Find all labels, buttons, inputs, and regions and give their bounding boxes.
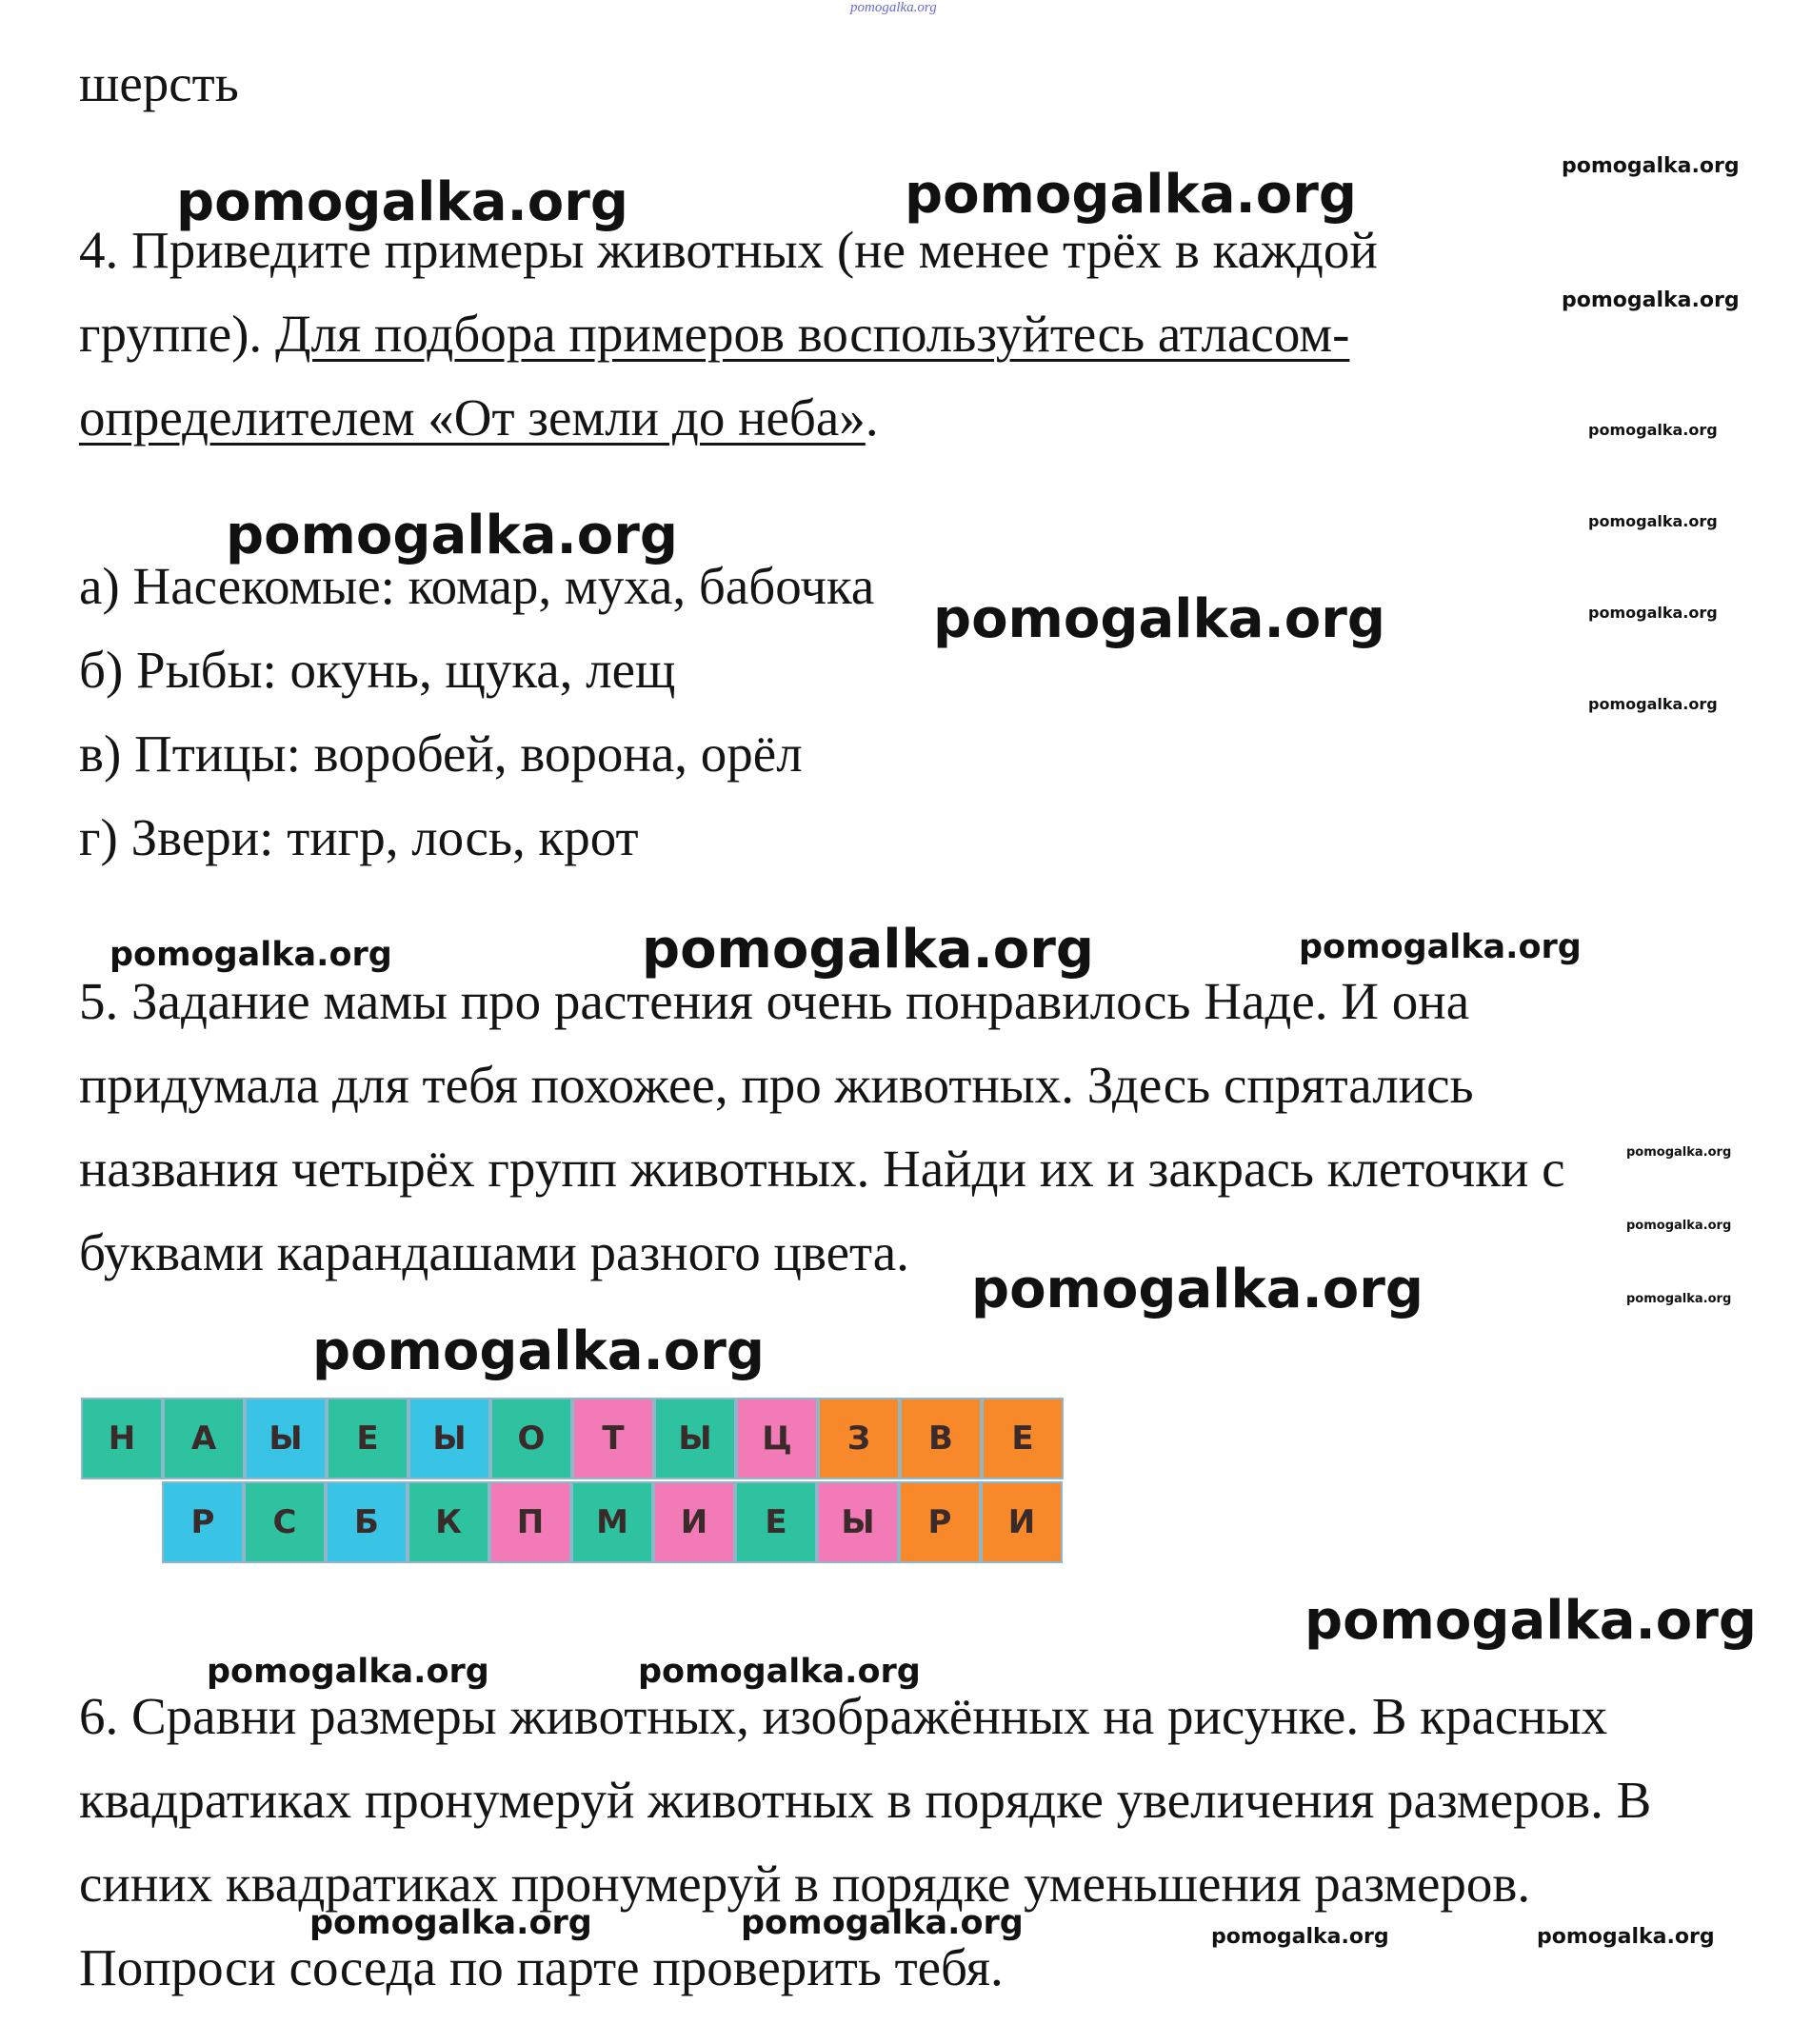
watermark: pomogalka.org: [971, 1259, 1424, 1320]
answer-fish: б) Рыбы: окунь, щука, лещ: [79, 641, 676, 699]
watermark: pomogalka.org: [1588, 421, 1718, 439]
task5-line3: названия четырёх групп животных. Найди их и закрась клеточки с: [79, 1140, 1565, 1198]
puzzle-cell: И: [653, 1481, 735, 1563]
watermark: pomogalka.org: [226, 505, 678, 566]
puzzle-cell: Ы: [245, 1398, 327, 1479]
answer-mammals: г) Звери: тигр, лось, крот: [79, 808, 639, 866]
puzzle-cell: В: [900, 1398, 982, 1479]
puzzle-row-2: [162, 1481, 1063, 1563]
task6-line1: 6. Сравни размеры животных, изображённых на рисунке. В красных: [79, 1687, 1608, 1745]
puzzle-cell: Р: [899, 1481, 981, 1563]
watermark: pomogalka.org: [110, 936, 392, 974]
watermark: pomogalka.org: [312, 1320, 765, 1382]
puzzle-cell: А: [163, 1398, 245, 1479]
watermark: pomogalka.org: [1588, 512, 1718, 530]
top-watermark: pomogalka.org: [850, 0, 937, 15]
puzzle-cell: Е: [327, 1398, 408, 1479]
watermark: pomogalka.org: [642, 919, 1094, 981]
task5-line2: придумала для тебя похожее, про животных. Здесь спрятались: [79, 1056, 1474, 1114]
puzzle-cell: Н: [81, 1398, 163, 1479]
watermark: pomogalka.org: [1211, 1925, 1389, 1949]
puzzle-cell: И: [981, 1481, 1063, 1563]
watermark: pomogalka.org: [309, 1904, 592, 1942]
task6-line2: квадратиках пронумеруй животных в порядке увеличения размеров. В: [79, 1771, 1652, 1829]
puzzle-cell: К: [408, 1481, 489, 1563]
answer-insects: а) Насекомые: комар, муха, бабочка: [79, 557, 875, 615]
watermark: pomogalka.org: [176, 171, 628, 233]
watermark: pomogalka.org: [905, 164, 1357, 226]
puzzle-cell: О: [490, 1398, 572, 1479]
task4-line3: [79, 387, 879, 449]
puzzle-cell: Е: [735, 1481, 817, 1563]
puzzle-cell: Б: [326, 1481, 408, 1563]
letter-puzzle: [81, 1386, 1128, 1581]
task5-line1: 5. Задание мамы про растения очень понравилось Наде. И она: [79, 972, 1470, 1030]
watermark: pomogalka.org: [1304, 1590, 1757, 1652]
puzzle-cell: М: [571, 1481, 653, 1563]
task4-line2-plain: группе).: [79, 305, 275, 363]
atlas-reference-cont: определителем «От земли до неба»: [79, 388, 866, 447]
watermark: pomogalka.org: [1588, 695, 1718, 713]
task4-line3-tail: .: [865, 388, 879, 447]
puzzle-cell: Р: [162, 1481, 244, 1563]
watermark: pomogalka.org: [1626, 1145, 1732, 1160]
puzzle-cell: П: [489, 1481, 571, 1563]
puzzle-cell: Ы: [408, 1398, 490, 1479]
atlas-reference: Для подбора примеров воспользуйтесь атласом-: [274, 305, 1350, 363]
watermark: pomogalka.org: [207, 1653, 489, 1691]
answer-birds: в) Птицы: воробей, ворона, орёл: [79, 724, 803, 783]
task4-line2: [79, 303, 1349, 366]
intro-word: шерсть: [79, 54, 239, 112]
watermark: pomogalka.org: [1588, 604, 1718, 622]
watermark: pomogalka.org: [1626, 1219, 1732, 1233]
puzzle-row-1: [81, 1398, 1064, 1479]
watermark: pomogalka.org: [1537, 1925, 1715, 1949]
watermark: pomogalka.org: [638, 1653, 921, 1691]
puzzle-cell: Ц: [736, 1398, 818, 1479]
task4-line1: 4. Приведите примеры животных (не менее трёх в каждой: [79, 221, 1378, 279]
puzzle-cell: Ы: [817, 1481, 899, 1563]
watermark: pomogalka.org: [1562, 154, 1740, 178]
task6-line3: синих квадратиках пронумеруй в порядке уменьшения размеров.: [79, 1855, 1531, 1913]
puzzle-cell: Ы: [654, 1398, 736, 1479]
watermark: pomogalka.org: [933, 588, 1385, 650]
watermark: pomogalka.org: [1562, 288, 1740, 312]
puzzle-cell: С: [244, 1481, 326, 1563]
puzzle-cell: Е: [982, 1398, 1064, 1479]
puzzle-cell: З: [818, 1398, 900, 1479]
task6-line4: Попроси соседа по парте проверить тебя.: [79, 1938, 1004, 1996]
watermark: pomogalka.org: [741, 1904, 1024, 1942]
watermark: pomogalka.org: [1299, 928, 1582, 966]
task5-line4: буквами карандашами разного цвета.: [79, 1223, 909, 1281]
watermark: pomogalka.org: [1626, 1292, 1732, 1306]
puzzle-cell: Т: [572, 1398, 654, 1479]
